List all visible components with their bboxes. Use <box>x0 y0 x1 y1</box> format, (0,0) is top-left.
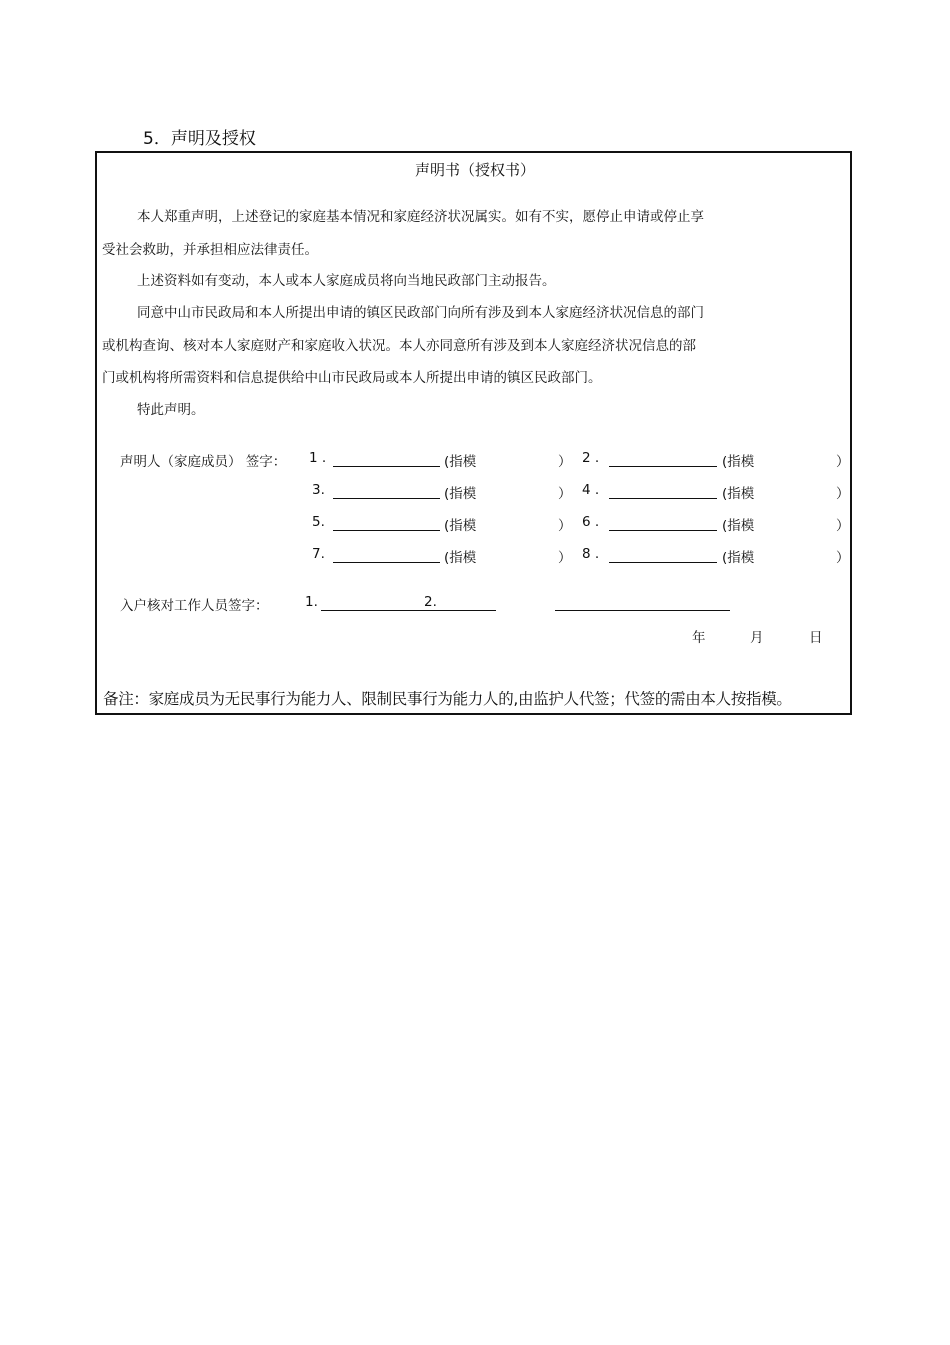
fingerprint-label-7: (指模 <box>444 550 477 566</box>
fingerprint-label-2: (指模 <box>722 454 755 470</box>
signature-line-3[interactable] <box>333 498 440 499</box>
date-year-label: 年 <box>692 630 706 646</box>
fingerprint-close-6: ） <box>836 518 850 534</box>
fingerprint-label-3: (指模 <box>444 486 477 502</box>
paragraph-7: 特此声明。 <box>137 402 205 418</box>
signer-num-5: 5. <box>312 514 325 530</box>
fingerprint-label-5: (指模 <box>444 518 477 534</box>
paragraph-2: 受社会救助，并承担相应法律责任。 <box>102 242 318 258</box>
signature-line-4[interactable] <box>609 498 717 499</box>
fingerprint-label-6: (指模 <box>722 518 755 534</box>
fingerprint-close-4: ） <box>836 486 850 502</box>
paragraph-4: 同意中山市民政局和本人所提出申请的镇区民政部门向所有涉及到本人家庭经济状况信息的部门 <box>137 305 704 321</box>
paragraph-6: 门或机构将所需资料和信息提供给中山市民政局或本人所提出申请的镇区民政部门。 <box>102 370 602 386</box>
paragraph-5: 或机构查询、核对本人家庭财产和家庭收入状况。本人亦同意所有涉及到本人家庭经济状况信息的部 <box>102 338 696 354</box>
signer-num-4: 4 . <box>582 482 600 498</box>
signer-num-8: 8 . <box>582 546 600 562</box>
signer-label: 声明人（家庭成员） 签字： <box>120 454 287 470</box>
signature-line-5[interactable] <box>333 530 440 531</box>
signature-line-8[interactable] <box>609 562 717 563</box>
fingerprint-label-8: (指模 <box>722 550 755 566</box>
signature-line-1[interactable] <box>333 466 440 467</box>
verifier-num-2: 2. <box>424 594 437 610</box>
signature-line-6[interactable] <box>609 530 717 531</box>
signature-line-7[interactable] <box>333 562 440 563</box>
date-day-label: 日 <box>809 630 823 646</box>
verifier-label: 入户核对工作人员签字： <box>120 598 269 614</box>
signer-num-6: 6 . <box>582 514 600 530</box>
date-month-label: 月 <box>750 630 764 646</box>
date-signature-line[interactable] <box>555 610 730 611</box>
signer-num-1: 1 . <box>309 450 327 466</box>
fingerprint-close-8: ） <box>836 550 850 566</box>
paragraph-1: 本人郑重声明，上述登记的家庭基本情况和家庭经济状况属实。如有不实，愿停止申请或停止享 <box>137 209 704 225</box>
fingerprint-close-2: ） <box>836 454 850 470</box>
declaration-box <box>95 151 852 715</box>
signer-num-2: 2 . <box>582 450 600 466</box>
signer-num-3: 3. <box>312 482 325 498</box>
fingerprint-label-4: (指模 <box>722 486 755 502</box>
fingerprint-close-5: ） <box>558 518 572 534</box>
fingerprint-close-1: ） <box>558 454 572 470</box>
remark-note: 备注：家庭成员为无民事行为能力人、限制民事行为能力人的,由监护人代签；代签的需由本人按指模。 <box>103 690 792 708</box>
signature-line-2[interactable] <box>609 466 717 467</box>
fingerprint-close-7: ） <box>558 550 572 566</box>
section-heading: 5．声明及授权 <box>143 129 256 149</box>
paragraph-3: 上述资料如有变动，本人或本人家庭成员将向当地民政部门主动报告。 <box>137 273 556 289</box>
verifier-signature-line[interactable] <box>321 610 496 611</box>
fingerprint-close-3: ） <box>558 486 572 502</box>
fingerprint-label-1: (指模 <box>444 454 477 470</box>
declaration-title: 声明书（授权书） <box>414 161 535 179</box>
verifier-num-1: 1. <box>305 594 318 610</box>
signer-num-7: 7. <box>312 546 325 562</box>
